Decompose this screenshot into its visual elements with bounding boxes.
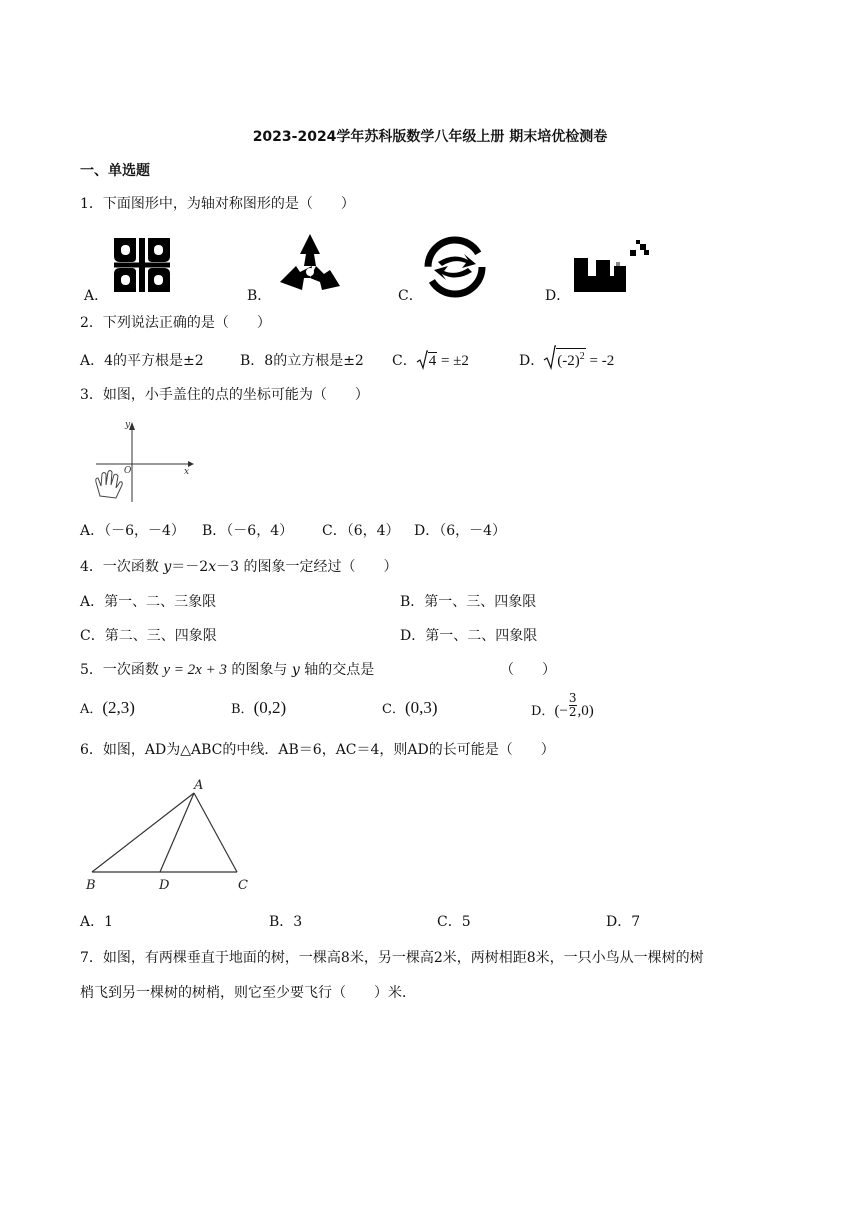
q1-option-d-label: D．	[545, 288, 571, 304]
stem-text: －3 的图象一定经过（ ）	[216, 559, 398, 575]
question-number: 1．	[80, 196, 103, 212]
question-number: 4．	[80, 559, 103, 575]
q6-option-d: D．7	[606, 914, 641, 930]
option-label: C．	[382, 702, 405, 717]
q5-answer-paren: （ ）	[500, 662, 556, 678]
question-stem: 下面图形中，为轴对称图形的是（ ）	[102, 196, 355, 212]
question-3	[80, 384, 369, 404]
q4-option-d: D．第一、二、四象限	[400, 628, 538, 644]
equation-rest: = ±2	[437, 353, 469, 369]
q5-option-b	[231, 698, 286, 718]
q2-option-b: B．8的立方根是±2	[240, 353, 364, 369]
question-number: 2．	[80, 315, 103, 331]
q1-option-a-label: A．	[84, 288, 109, 304]
q5-option-a	[80, 698, 135, 718]
option-label: A．	[80, 702, 103, 717]
denominator: 2	[568, 705, 577, 719]
q2-option-a: A．4的平方根是±2	[80, 353, 204, 369]
question-1	[80, 193, 355, 213]
variable-x: x	[208, 559, 217, 575]
q5-option-c	[382, 698, 438, 718]
question-stem: 下列说法正确的是（ ）	[102, 315, 271, 331]
q6-option-b: B．3	[269, 914, 303, 930]
q4-option-a: A．第一、二、三象限	[80, 594, 217, 610]
circular-arrows-figure-icon	[424, 236, 486, 298]
option-value: (2,3)	[102, 698, 135, 717]
section-heading: 一、单选题	[80, 163, 150, 179]
radicand: 4	[428, 353, 437, 369]
q3-option-a: A．（－6，－4）	[80, 523, 185, 539]
q4-option-b: B．第一、三、四象限	[400, 594, 537, 610]
four-leaf-figure-icon	[110, 234, 174, 296]
option-value: (0,2)	[253, 698, 287, 717]
question-number: 5．	[80, 662, 103, 678]
question-5	[80, 659, 374, 679]
q4-option-c: C．第二、三、四象限	[80, 628, 217, 644]
exponent: 2	[579, 351, 585, 362]
question-7	[80, 947, 704, 967]
triangle-figure	[84, 775, 260, 895]
fraction	[569, 692, 577, 719]
stem-text: 一次函数	[102, 559, 164, 575]
y-axis-label: y	[125, 420, 131, 430]
radicand-base: (-2)	[557, 353, 580, 369]
q2-option-c	[392, 350, 469, 370]
q3-option-b: B．（－6，4）	[202, 523, 294, 539]
question-number: 6．	[80, 742, 103, 758]
q1-option-c-label: C．	[398, 288, 423, 304]
formula: y = 2x + 3	[163, 662, 227, 678]
vertex-label-a: A	[194, 778, 204, 793]
sqrt-expression	[417, 353, 469, 369]
variable-y: y	[163, 559, 172, 575]
q3-option-c: C．（6，4）	[322, 523, 400, 539]
q6-option-a: A．1	[80, 914, 114, 930]
q2-option-d	[519, 350, 614, 370]
triple-swirl-figure-icon	[276, 232, 344, 296]
q6-option-c: C．5	[437, 914, 471, 930]
option-label: D．	[519, 353, 545, 369]
option-label: D．	[531, 704, 555, 719]
option-label: B．	[231, 702, 254, 717]
x-axis-label: x	[184, 467, 190, 477]
question-number: 3．	[80, 387, 103, 403]
question-6	[80, 739, 555, 759]
sqrt-expression	[544, 353, 614, 369]
vertex-label-c: C	[238, 878, 248, 893]
numerator: 3	[568, 691, 577, 705]
page-title: 2023-2024学年苏科版数学八年级上册 期末培优检测卷	[252, 129, 608, 145]
question-7-line-2: 梢飞到另一棵树的树梢，则它至少要飞行（ ）米．	[80, 985, 416, 1001]
question-stem: 如图，AD为△ABC的中线．AB＝6，AC＝4，则AD的长可能是（ ）	[102, 742, 555, 758]
option-value: ,0)	[577, 703, 594, 719]
vertex-label-b: B	[86, 878, 96, 893]
stem-text: 一次函数	[102, 662, 164, 678]
origin-label: O	[124, 466, 132, 476]
vertex-label-d: D	[159, 878, 170, 893]
option-value: (−	[554, 703, 568, 719]
option-label: C．	[392, 353, 417, 369]
q1-option-b-label: B．	[247, 288, 272, 304]
radicand	[556, 348, 586, 369]
stem-text: ＝－2	[171, 559, 209, 575]
coordinate-axes-figure	[88, 418, 198, 504]
question-4	[80, 556, 397, 576]
q3-option-d: D．（6，－4）	[414, 523, 507, 539]
question-stem-line-1: 如图，有两棵垂直于地面的树，一棵高8米，另一棵高2米，两树相距8米，一只小鸟从一棵树的树	[102, 950, 704, 966]
stem-text: 的图象与	[226, 662, 292, 678]
question-2	[80, 312, 271, 332]
question-number: 7．	[80, 950, 103, 966]
hand-icon	[96, 471, 123, 499]
q5-option-d	[531, 691, 594, 720]
variable-y: y	[291, 662, 300, 678]
blocky-pattern-figure-icon	[570, 238, 656, 296]
stem-text: 轴的交点是	[299, 662, 375, 678]
option-value: (0,3)	[404, 698, 438, 717]
question-stem: 如图，小手盖住的点的坐标可能为（ ）	[102, 387, 369, 403]
equation-rest: = -2	[585, 353, 615, 369]
